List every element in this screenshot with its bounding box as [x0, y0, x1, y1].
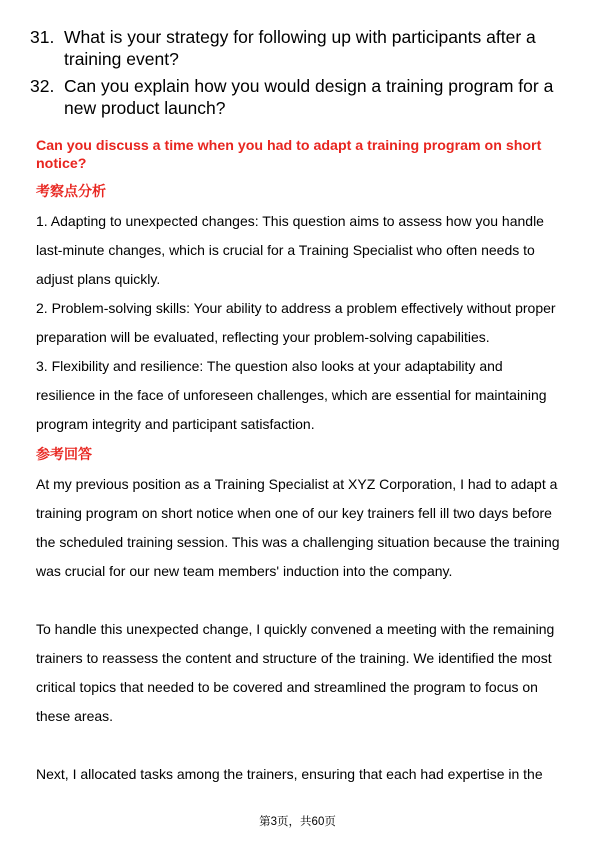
question-heading: Can you discuss a time when you had to adapt a training program on short notice? — [36, 138, 542, 172]
question-text: Can you explain how you would design a training program for a new product launch? — [64, 76, 554, 118]
answer-heading: 参考回答 — [36, 446, 92, 462]
analysis-point: 1. Adapting to unexpected changes: This question aims to assess how you handle last-minute changes, which is crucial for a Training Specialist who often needs to adjust plans quickly. — [36, 213, 544, 287]
analysis-point: 3. Flexibility and resilience: The question also looks at your adaptability and resilience in the face of unforeseen challenges, which are essential for maintaining program integrity and participant satisfaction. — [36, 358, 547, 432]
list-item — [30, 75, 565, 119]
paragraph-spacer — [36, 731, 564, 760]
question-text: What is your strategy for following up with participants after a training event? — [64, 27, 536, 69]
analysis-body — [36, 207, 564, 439]
analysis-point: 2. Problem-solving skills: Your ability to address a problem effectively without proper preparation will be evaluated, reflecting your problem-solving capabilities. — [36, 300, 556, 345]
page-number-footer: 第3页，共60页 — [259, 816, 336, 828]
answer-body — [36, 470, 564, 789]
answer-paragraph: At my previous position as a Training Specialist at XYZ Corporation, I had to adapt a training program on short notice when one of our key trainers fell ill two days before the scheduled training session. This was a challenging situation because the training was crucial for our new team members' induction into the company. — [36, 476, 560, 579]
answer-paragraph: Next, I allocated tasks among the trainers, ensuring that each had expertise in the — [36, 766, 543, 782]
analysis-heading: 考察点分析 — [36, 183, 106, 199]
question-number: 31. — [30, 27, 55, 47]
list-item — [30, 26, 565, 70]
question-number: 32. — [30, 76, 55, 96]
answer-paragraph: To handle this unexpected change, I quickly convened a meeting with the remaining trainers to reassess the content and structure of the training. We identified the most critical topics that needed to be covered and streamlined the program to focus on these areas. — [36, 621, 555, 724]
paragraph-spacer — [36, 586, 564, 615]
question-list — [30, 26, 565, 124]
